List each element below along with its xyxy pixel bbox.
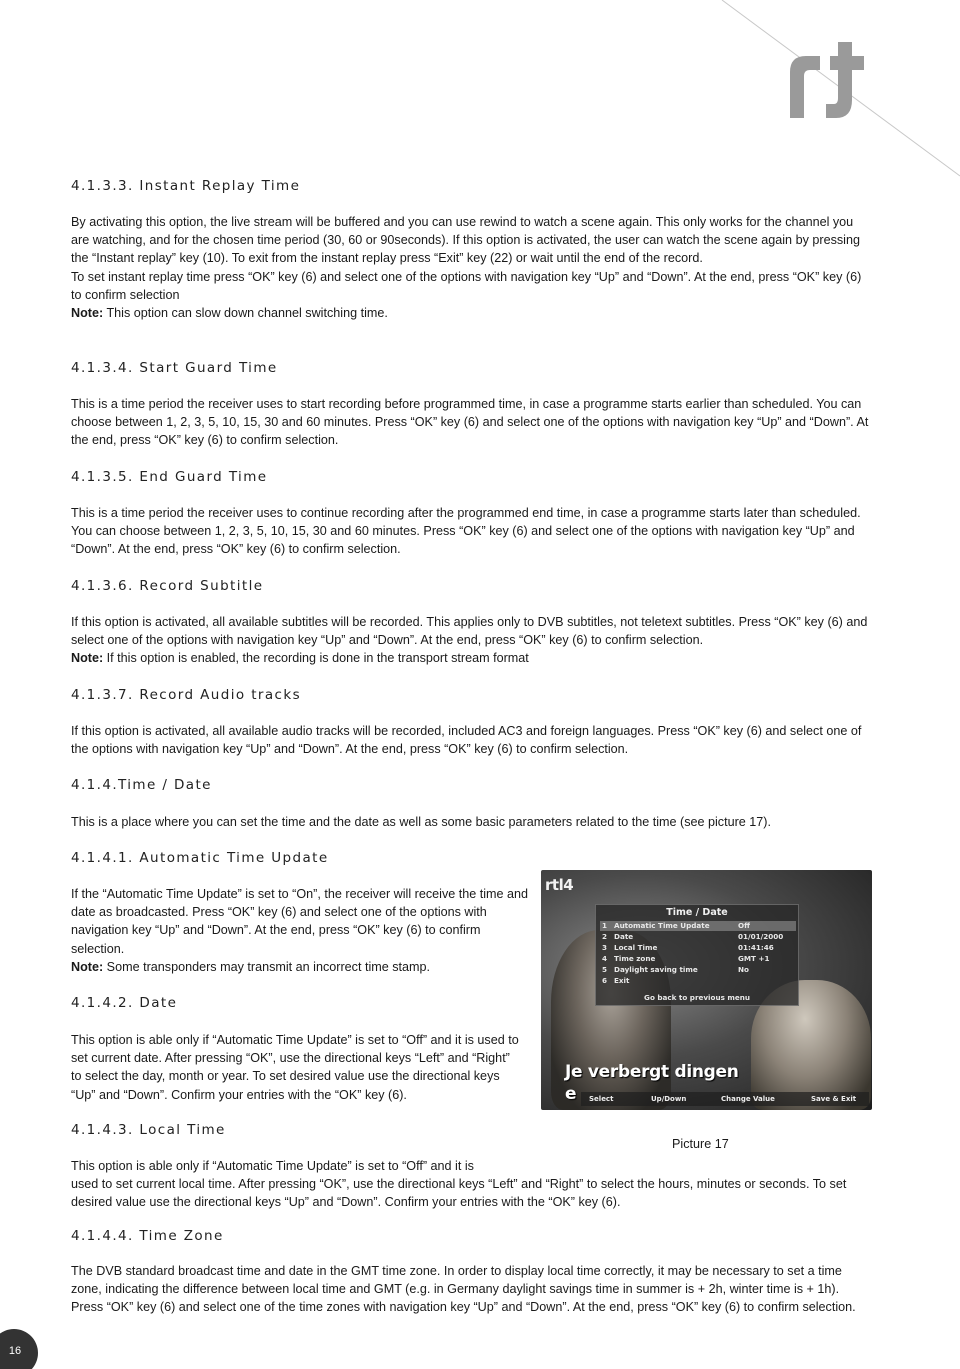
time-date-para-1: This is a place where you can set the time and the date as well as some basic parameters related to the time (see picture 17).: [71, 815, 772, 829]
record-audio-body: [71, 722, 871, 758]
osd-item-value: GMT +1: [738, 954, 770, 963]
heading-record-audio-tracks: 4.1.3.7. Record Audio tracks: [71, 687, 301, 703]
heading-local-time: 4.1.4.3. Local Time: [71, 1122, 226, 1138]
osd-item-number: 3: [602, 943, 608, 952]
heading-instant-replay-time: 4.1.3.3. Instant Replay Time: [71, 178, 301, 194]
osd-menu-item: [600, 954, 796, 964]
osd-item-value: 01/01/2000: [738, 932, 784, 941]
osd-back-hint: Go back to previous menu: [644, 993, 750, 1002]
osd-item-value: 01:41:46: [738, 943, 774, 952]
local-time-body: [71, 1157, 871, 1212]
osd-item-number: 6: [602, 976, 608, 985]
heading-end-guard-time: 4.1.3.5. End Guard Time: [71, 469, 268, 485]
record-subtitle-note: [71, 649, 871, 667]
record-subtitle-para-1: If this option is activated, all available subtitles will be recorded. This applies only to DVB subtitles, not teletext subtitles. Press “OK” key (6) and select one of the options with navigation key “Up” and “Down”. At the end, press “OK” key (6) to confirm selection.: [71, 615, 868, 648]
osd-hint-bar: [581, 1092, 869, 1106]
automatic-time-update-note: [71, 958, 529, 976]
instant-replay-para-1: By activating this option, the live stream will be buffered and you can use rewind to watch a scene again. This only works for the channel you are watching, and for the chosen time period (30, 60 or 90seconds). If this option is activated, the user can watch the scene again by pressing the “Instant replay” key (10). To exit from the instant replay press “Exit” key (22) or wait until the end of the record.: [71, 215, 860, 266]
tv-subtitle-line: Je verbergt dingen: [565, 1062, 739, 1082]
osd-item-label: Automatic Time Update: [614, 921, 710, 930]
page-number: 16: [8, 1345, 22, 1357]
start-guard-para-1: This is a time period the receiver uses to start recording before programmed time, in case a programme starts earlier than scheduled. You can choose between 1, 2, 3, 5, 10, 15, 30 and 60 minutes. Press “OK” key (6) and select one of the options with navigation key “Up” and “Down”. At the end, press “OK” key (6) to confirm selection.: [71, 397, 869, 448]
time-date-body: [71, 813, 871, 831]
heading-time-date: 4.1.4.Time / Date: [71, 777, 212, 793]
brand-logo-icon: [786, 42, 868, 118]
date-para-1: This option is able only if “Automatic Time Update” is set to “Off” and it is used to set current date. After pressing “OK”, use the directional keys “Left” and “Right” to select the day, month or year. To set desired value use the directional keys “Up” and “Down”. Confirm your entries with the “OK” key (6).: [71, 1033, 519, 1102]
figure-caption: Picture 17: [672, 1137, 729, 1151]
time-date-menu-screenshot: [541, 870, 872, 1110]
start-guard-body: [71, 395, 871, 450]
automatic-time-update-body: [71, 885, 529, 976]
osd-item-label: Local Time: [614, 943, 658, 952]
osd-hint: Save & Exit: [811, 1095, 857, 1103]
osd-menu-panel: [595, 904, 799, 1006]
heading-start-guard-time: 4.1.3.4. Start Guard Time: [71, 360, 278, 376]
note-text: Some transponders may transmit an incorrect time stamp.: [103, 959, 431, 974]
osd-item-value: No: [738, 965, 749, 974]
osd-hint: Change Value: [721, 1095, 775, 1103]
heading-date: 4.1.4.2. Date: [71, 995, 178, 1011]
osd-item-number: 2: [602, 932, 608, 941]
osd-menu-item: [600, 921, 796, 931]
osd-hint: Select: [589, 1095, 614, 1103]
record-audio-para-1: If this option is activated, all available audio tracks will be recorded, included AC3 and foreign languages. Press “OK” key (6) and select one of the options with navigation key “Up” and “Down”. At the end, press “OK” key (6) to confirm selection.: [71, 724, 862, 757]
heading-automatic-time-update: 4.1.4.1. Automatic Time Update: [71, 850, 329, 866]
automatic-time-update-para-1: If the “Automatic Time Update” is set to “On”, the receiver will receive the time and date as broadcasted. Press “OK” key (6) and select one of the options with navigation key “Up” and “Down”. At the end, press “OK” key (6) to confirm selection.: [71, 887, 529, 956]
date-body: [71, 1031, 523, 1104]
record-subtitle-body: [71, 613, 871, 668]
osd-item-label: Time zone: [614, 954, 656, 963]
note-label: Note:: [71, 651, 104, 666]
page-number-badge: [0, 1329, 38, 1369]
osd-item-label: Daylight saving time: [614, 965, 698, 974]
time-zone-para-1: The DVB standard broadcast time and date in the GMT time zone. In order to display local time correctly, it may be necessary to set a time zone, indicating the difference between local time and GMT (e.g. in Germany daylight savings time in summer is + 2h, winter time is + 1h). Press “OK” key (6) and select one of the time zones with navigation key “Up” and “Down”. At the end, press “OK” key (6) to confirm selection.: [71, 1264, 856, 1315]
end-guard-body: [71, 504, 871, 559]
osd-item-number: 5: [602, 965, 608, 974]
local-time-para-1a: This option is able only if “Automatic Time Update” is set to “Off” and it is: [71, 1159, 474, 1173]
osd-menu-item: [600, 932, 796, 942]
osd-item-label: Exit: [614, 976, 630, 985]
note-text: This option can slow down channel switching time.: [103, 306, 388, 321]
osd-menu-item: [600, 943, 796, 953]
heading-time-zone: 4.1.4.4. Time Zone: [71, 1228, 224, 1244]
instant-replay-note: [71, 304, 871, 322]
time-zone-body: [71, 1262, 871, 1317]
local-time-para-1b: used to set current local time. After pressing “OK”, use the directional keys “Left” and “Right” to select the hours, minutes or seconds. To set desired value use the directional keys “Up” and “Down”. Confirm your entries with the “OK” key (6).: [71, 1177, 847, 1210]
heading-record-subtitle: 4.1.3.6. Record Subtitle: [71, 578, 264, 594]
note-label: Note:: [71, 306, 104, 321]
instant-replay-body: [71, 213, 871, 322]
note-label: Note:: [71, 959, 104, 974]
osd-item-label: Date: [614, 932, 634, 941]
osd-menu-title: Time / Date: [666, 907, 728, 918]
osd-menu-item: [600, 965, 796, 975]
end-guard-para-1: This is a time period the receiver uses to continue recording after the programmed end time, in case a programme starts later than scheduled. You can choose between 1, 2, 3, 5, 10, 15, 30 and 60 minutes. Press “OK” key (6) and select one of the options with navigation key “Up” and “Down”. At the end, press “OK” key (6) to confirm selection.: [71, 506, 861, 557]
instant-replay-para-2: To set instant replay time press “OK” key (6) and select one of the options with navigation key “Up” and “Down”. At the end, press “OK” key (6) to confirm selection: [71, 269, 862, 302]
osd-hint: Up/Down: [651, 1095, 687, 1103]
channel-logo: rtl4: [545, 876, 574, 894]
osd-item-value: Off: [738, 921, 750, 930]
osd-item-number: 1: [602, 921, 608, 930]
osd-item-number: 4: [602, 954, 608, 963]
osd-menu-item: [600, 976, 796, 986]
note-text: If this option is enabled, the recording is done in the transport stream format: [103, 651, 529, 666]
tv-subtitle-line: e: [565, 1084, 577, 1104]
